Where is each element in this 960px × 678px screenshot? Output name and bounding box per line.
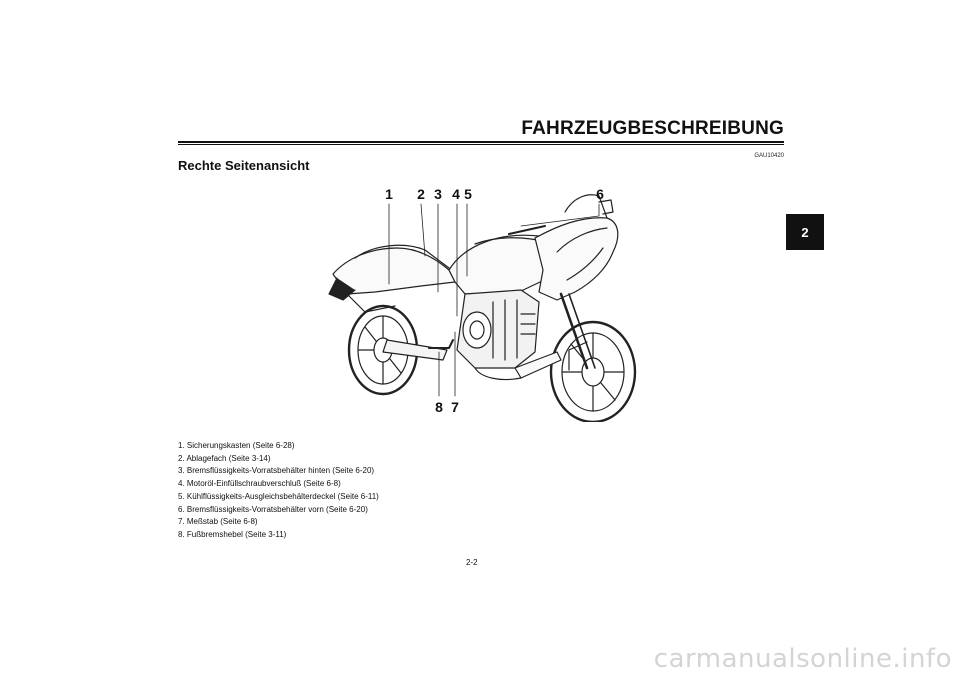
page-number: 2-2 (466, 558, 478, 567)
legend-item: 8. Fußbremshebel (Seite 3-11) (178, 529, 287, 539)
legend-item: 1. Sicherungskasten (Seite 6-28) (178, 441, 295, 450)
header-rule (178, 141, 784, 143)
front-wheel (551, 322, 635, 422)
legend-item: 3. Bremsflüssigkeits-Vorratsbehälter hinten (Seite 6-20) (178, 466, 375, 476)
section-title: Rechte Seitenansicht (178, 158, 310, 173)
callout-7: 7 (451, 399, 459, 415)
chapter-tab[interactable]: 2 (786, 214, 824, 250)
motorcycle-illustration (325, 182, 655, 422)
callout-2: 2 (417, 186, 425, 202)
callout-4: 4 (452, 186, 460, 202)
header-rule-thin (178, 144, 784, 145)
callout-6: 6 (596, 186, 604, 202)
callout-3: 3 (434, 186, 442, 202)
header-title: FAHRZEUGBESCHREIBUNG (521, 118, 784, 139)
legend-item: 6. Bremsflüssigkeits-Vorratsbehälter vorn (Seite 6-20) (178, 504, 368, 514)
callout-8: 8 (435, 399, 443, 415)
callout-5: 5 (464, 186, 472, 202)
callout-1: 1 (385, 186, 393, 202)
legend-list (178, 440, 379, 542)
legend-item: 7. Meßstab (Seite 6-8) (178, 517, 258, 527)
legend-item: 5. Kühlflüssigkeits-Ausgleichsbehälterdeckel (Seite 6-11) (178, 491, 379, 501)
legend-item: 4. Motoröl-Einfüllschraubverschluß (Seite 6-8) (178, 479, 341, 489)
watermark: carmanualsonline.info (653, 644, 952, 674)
document-code: GAU10420 (754, 153, 784, 159)
legend-item: 2. Ablagefach (Seite 3-14) (178, 453, 271, 463)
